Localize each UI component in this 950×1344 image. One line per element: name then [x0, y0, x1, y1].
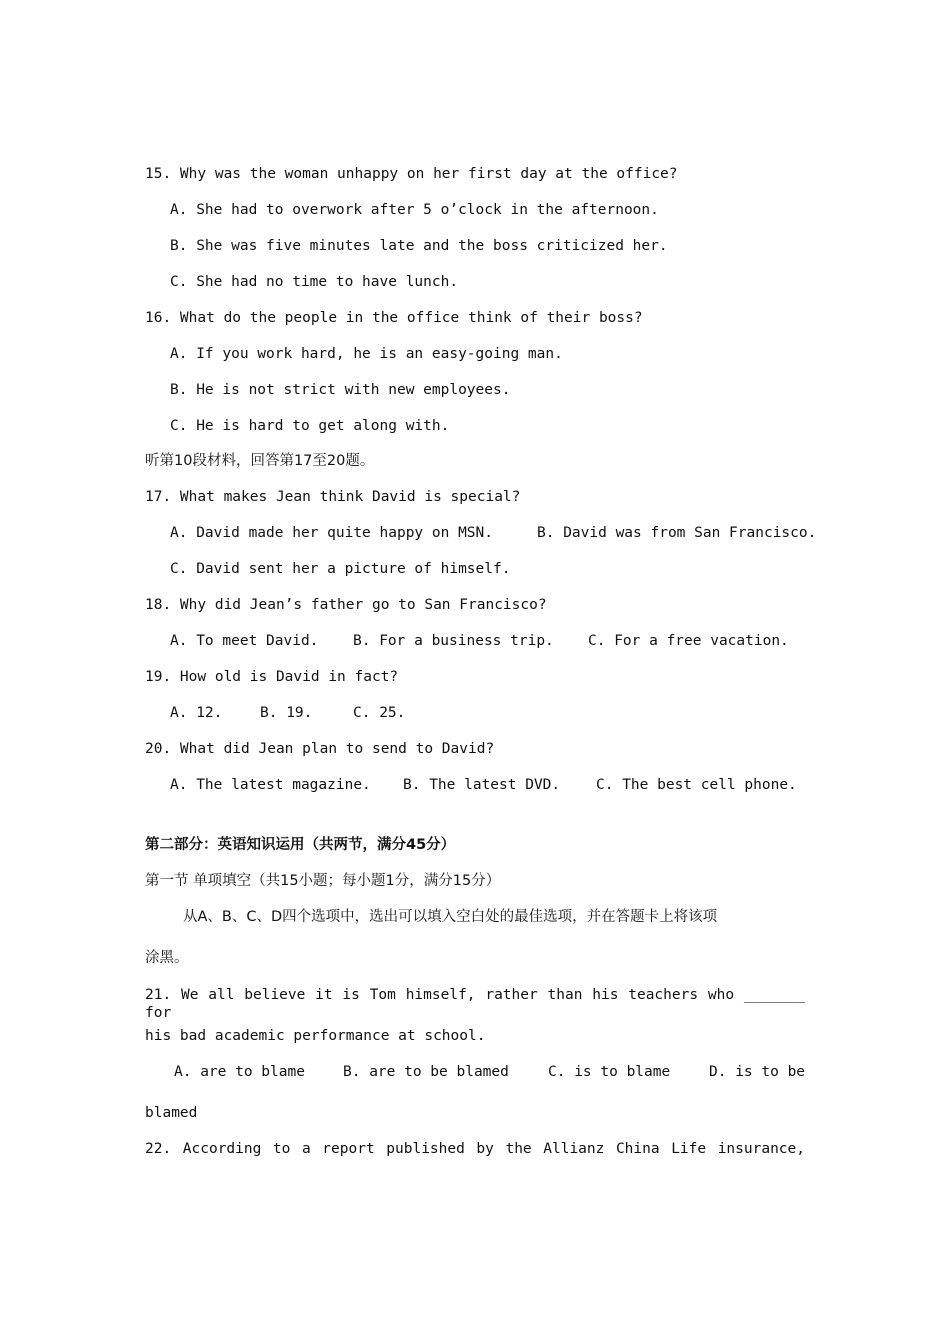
q15-option-c: C. She had no time to have lunch. — [170, 274, 459, 290]
q20-stem: 20. What did Jean plan to send to David? — [145, 741, 495, 757]
part-2-title: 第二部分：英语知识运用（共两节，满分45分） — [145, 837, 456, 853]
q19-option-c: C. 25. — [353, 705, 406, 721]
q18-option-c: C. For a free vacation. — [588, 633, 789, 649]
q15-option-b: B. She was five minutes late and the boss criticized her. — [170, 238, 668, 254]
q17-option-b: B. David was from San Francisco. — [537, 525, 817, 541]
q21-option-d-continued: blamed — [145, 1105, 198, 1121]
q16-option-a: A. If you work hard, he is an easy-going man. — [170, 346, 563, 362]
q16-option-c: C. He is hard to get along with. — [170, 418, 450, 434]
q21-option-c: C. is to blame — [548, 1064, 671, 1080]
q18-option-a: A. To meet David. — [170, 633, 319, 649]
q17-stem: 17. What makes Jean think David is special? — [145, 489, 521, 505]
q20-option-b: B. The latest DVD. — [403, 777, 561, 793]
q18-option-b: B. For a business trip. — [353, 633, 554, 649]
q19-option-a: A. 12. — [170, 705, 223, 721]
q19-stem: 19. How old is David in fact? — [145, 669, 399, 685]
q16-option-b: B. He is not strict with new employees. — [170, 382, 511, 398]
q22-stem-line-1: 22. According to a report published by the Allianz China Life insurance, — [145, 1141, 805, 1157]
section-1-title: 第一节 单项填空（共15小题；每小题1分，满分15分） — [145, 873, 501, 889]
q19-option-b: B. 19. — [260, 705, 313, 721]
q21-option-a: A. are to blame — [174, 1064, 305, 1080]
q21-stem-line-1: 21. We all believe it is Tom himself, rather than his teachers who _______ for — [145, 987, 805, 1021]
instructions-line-1: 从A、B、C、D四个选项中，选出可以填入空白处的最佳选项，并在答题卡上将该项 — [183, 909, 718, 925]
q15-stem: 15. Why was the woman unhappy on her first day at the office? — [145, 166, 678, 182]
q18-stem: 18. Why did Jean’s father go to San Francisco? — [145, 597, 547, 613]
q21-stem-line-2: his bad academic performance at school. — [145, 1028, 486, 1044]
q17-option-a: A. David made her quite happy on MSN. — [170, 525, 494, 541]
q20-option-a: A. The latest magazine. — [170, 777, 371, 793]
q16-stem: 16. What do the people in the office think of their boss? — [145, 310, 643, 326]
q20-option-c: C. The best cell phone. — [596, 777, 797, 793]
q17-option-c: C. David sent her a picture of himself. — [170, 561, 511, 577]
section-10-intro: 听第10段材料，回答第17至20题。 — [145, 453, 375, 469]
q15-option-a: A. She had to overwork after 5 o’clock in the afternoon. — [170, 202, 659, 218]
q21-option-b: B. are to be blamed — [343, 1064, 509, 1080]
q21-option-d: D. is to be — [709, 1064, 806, 1080]
instructions-line-2: 涂黑。 — [145, 950, 189, 966]
